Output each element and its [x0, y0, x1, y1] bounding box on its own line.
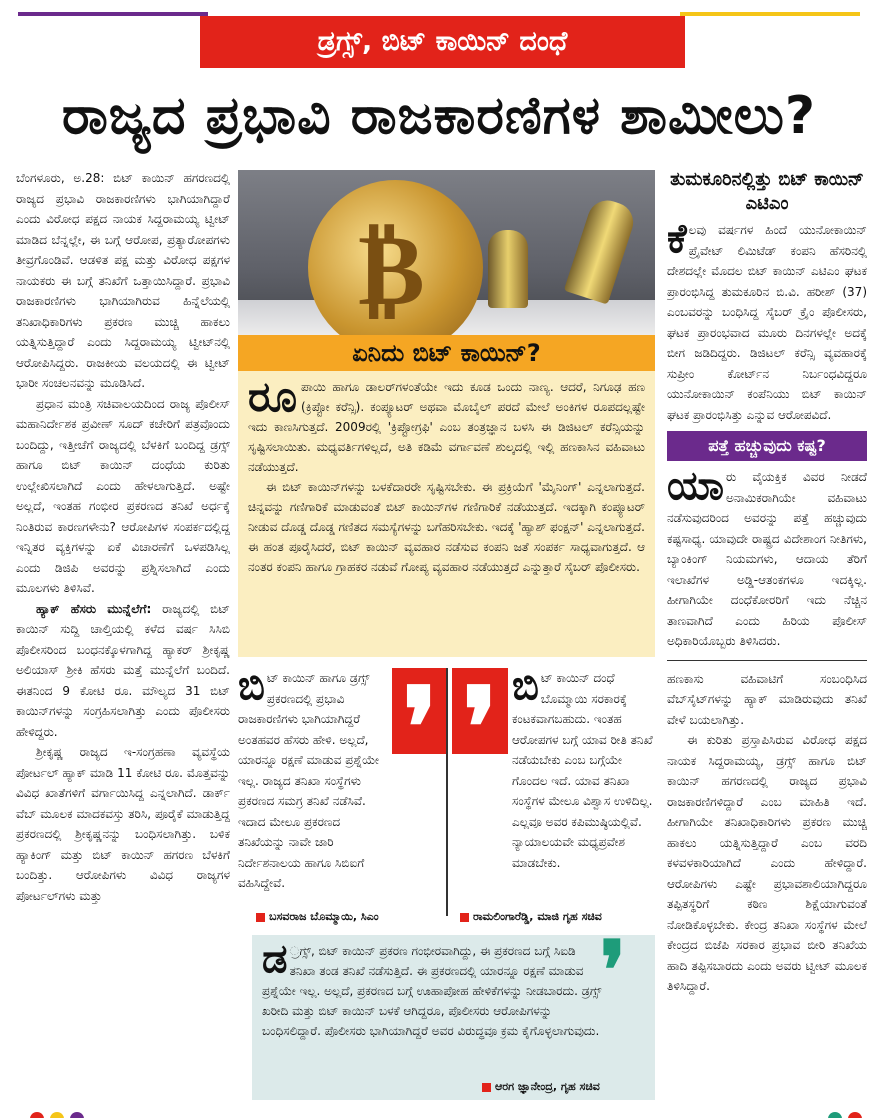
quote-mark-icon: ❜ [600, 923, 626, 1017]
box-heading: ಏನಿದು ಬಿಟ್ ಕಾಯಿನ್? [238, 335, 655, 371]
box-para-1-text: ಪಾಯಿ ಹಾಗೂ ಡಾಲರ್‌ಗಳಂತೆಯೇ ಇದು ಕೂಡ ಒಂದು ನಾಣ್ಯ. ಆದರೆ, ನಿಗೂಢ ಹಣ (ಕ್ರಿಪ್ಟೋ ಕರೆನ್ಸಿ). ಕಂಪ್ಯೂಟರ್ ಅಥವಾ ಮೊಬೈಲ್ ಪರದೆ ಮೇಲೆ ಅಂಕಿಗಳ ರೂಪದಲ್ಲಷ್ಟೇ ಇದು ಕಾಣಸಿಗುತ್ತದೆ. 2009ರಲ್ಲಿ 'ಕ್ರಿಪ್ಟೋಗ್ರಫಿ' ಎಂಬ ತಂತ್ರಜ್ಞಾನ ಬಳಸಿ ಈ ಡಿಜಿಟಲ್ ಕರೆನ್ಸಿಯನ್ನು ಸೃಷ್ಟಿಸಲಾಯಿತು. ಮಧ್ಯವರ್ತಿಗಳಿಲ್ಲದೆ, ಅತಿ ಕಡಿಮೆ ವರ್ಗಾವಣೆ ಶುಲ್ಕದಲ್ಲಿ ಇಲ್ಲಿ ಹಣಕಾಸಿನ ವಹಿವಾಟು ನಡೆಯುತ್ತದೆ. [248, 380, 645, 474]
right-cap-1: ಕೆ [667, 216, 687, 262]
left-para-1: ಬೆಂಗಳೂರು, ಅ.28: ಬಿಟ್ ಕಾಯಿನ್ ಹಗರಣದಲ್ಲಿ ರಾಜ್ಯದ ಪ್ರಭಾವಿ ರಾಜಕಾರಣಿಗಳು ಭಾಗಿಯಾಗಿದ್ದಾರೆ ಎಂದು ವಿರೋಧ ಪಕ್ಷದ ನಾಯಕ ಸಿದ್ದರಾಮಯ್ಯ ಟ್ವೀಟ್ ಮಾಡಿದ ಬೆನ್ನಲ್ಲೇ, ಈ ಬಗ್ಗೆ ಆರೋಪ, ಪ್ರತ್ಯಾರೋಪಗಳು ತೀವ್ರಗೊಂಡಿವೆ. ಆಡಳಿತ ಪಕ್ಷ ಮತ್ತು ವಿರೋಧ ಪಕ್ಷಗಳ ನಾಯಕರು ಈ ಬಗ್ಗೆ ತನಿಖೆಗೆ ಒತ್ತಾಯಿಸಿದ್ದಾರೆ. ಪ್ರಭಾವಿ ರಾಜಕಾರಣಿಗಳು ಭಾಗಿಯಾಗಿರುವ ಹಿನ್ನೆಲೆಯಲ್ಲಿ ತನಿಖಾಧಿಕಾರಿಗಳು ಪ್ರಕರಣ ಮುಚ್ಚಿ ಹಾಕಲು ಯತ್ನಿಸುತ್ತಿದ್ದಾರೆ ಎಂದು ಸಿದ್ದರಾಮಯ್ಯ ಟ್ವೀಟ್‌ನಲ್ಲಿ ಆರೋಪಿಸಿದ್ದರು. ರಾಜಕೀಯ ವಲಯದಲ್ಲಿ ಈ ಟ್ವೀಟ್ ಭಾರೀ ಸಂಚಲನವನ್ನು ಮೂಡಿಸಿದೆ. [16, 171, 230, 390]
dot-icon [848, 1112, 862, 1118]
quote-mark-icon: ❜ [452, 668, 508, 754]
headline: ರಾಜ್ಯದ ಪ್ರಭಾವಿ ರಾಜಕಾರಣಿಗಳ ಶಾಮೀಲು? [61, 86, 817, 146]
bitcoin-photo [238, 170, 655, 335]
dot-icon [50, 1112, 64, 1118]
left-para-4: ಶ್ರೀಕೃಷ್ಣ ರಾಜ್ಯದ ಇ-ಸಂಗ್ರಹಣಾ ವ್ಯವಸ್ಥೆಯ ಪೋರ್ಟಲ್ ಹ್ಯಾಕ್ ಮಾಡಿ 11 ಕೋಟಿ ರೂ. ಮೊತ್ತವನ್ನು ವಿವಿಧ ಖಾತೆಗಳಿಗೆ ವರ್ಗಾಯಿಸಿದ್ದ ಎನ್ನಲಾಗಿದೆ. ಡಾರ್ಕ್ ವೆಬ್ ಮೂಲಕ ಮಾದಕವಸ್ತು ತರಿಸಿ, ಪೂರೈಕೆ ಮಾಡುತ್ತಿದ್ದ ಪ್ರಕರಣದಲ್ಲಿ ಶ್ರೀಕೃಷ್ಣನನ್ನು ಬಂಧಿಸಲಾಗಿತ್ತು. ಬಳಿಕ ಹ್ಯಾಕಿಂಗ್ ಮತ್ತು ಬಿಟ್ ಕಾಯಿನ್ ಹಗರಣ ಬೆಳಕಿಗೆ ಬಂದಿತ್ತು. ಆರೋಪಿಗಳು ವಿವಿಧ ರಾಜ್ಯಗಳ ಪೋರ್ಟಲ್‌ಗಳು ಮತ್ತು [16, 745, 230, 903]
quote-mark-icon: ❜ [392, 668, 448, 754]
what-is-bitcoin-box [238, 335, 655, 657]
left-para-3-body: ರಾಜ್ಯದಲ್ಲಿ ಬಿಟ್ ಕಾಯಿನ್ ಸುದ್ದಿ ಚಾಲ್ತಿಯಲ್ಲಿ ಕಳೆದ ವರ್ಷ ಸಿಸಿಬಿ ಪೊಲೀಸರಿಂದ ಬಂಧನಕ್ಕೊಳಗಾಗಿದ್ದ ಹ್ಯಾಕರ್ ಶ್ರೀಕೃಷ್ಣ ಅಲಿಯಾಸ್ ಶ್ರೀಕಿ ಹೆಸರು ಮತ್ತೆ ಮುನ್ನೆಲೆಗೆ ಬಂದಿದೆ. ಈತನಿಂದ 9 ಕೋಟಿ ರೂ. ಮೌಲ್ಯದ 31 ಬಿಟ್ ಕಾಯಿನ್‌ಗಳನ್ನು ಸಂಗ್ರಹಿಸಲಾಗಿತ್ತು ಎಂದು ಪೊಲೀಸರು ಹೇಳಿದ್ದರು. [16, 601, 230, 739]
red-square-icon [460, 913, 469, 922]
quote-home-minister [252, 935, 655, 1100]
bullet-icon [564, 195, 639, 304]
bitcoin-coin-icon [308, 180, 483, 335]
quote-cm-attribution [256, 910, 379, 924]
quote-fm-cap: ಬಿ [512, 663, 539, 709]
right-column [667, 168, 867, 1118]
divider [667, 660, 867, 661]
dot-icon [30, 1112, 44, 1118]
left-para-2: ಪ್ರಧಾನ ಮಂತ್ರಿ ಸಚಿವಾಲಯದಿಂದ ರಾಜ್ಯ ಪೊಲೀಸ್ ಮಹಾನಿರ್ದೇಶಕ ಪ್ರವೀಣ್ ಸೂದ್ ಕಚೇರಿಗೆ ಪತ್ರವೊಂದು ಬಂದಿದ್ದು, ಇತ್ತೀಚೆಗೆ ರಾಜ್ಯದಲ್ಲಿ ಬೆಳಕಿಗೆ ಬಂದಿದ್ದ ಡ್ರಗ್ಸ್ ಹಾಗೂ ಬಿಟ್ ಕಾಯಿನ್ ದಂಧೆಯ ಕುರಿತು ಉಲ್ಲೇಖಿಸಲಾಗಿದೆ ಎಂದು ಹೇಳಲಾಗುತ್ತಿದೆ. ಅಷ್ಟೇ ಅಲ್ಲದೆ, ಇಂತಹ ಗಂಭೀರ ಪ್ರಕರಣದ ತನಿಖೆ ಅರ್ಧಕ್ಕೆ ನಿಂತಿರುವ ಕಾರಣಗಳೇನು? ಆರೋಪಿಗಳ ಸಂಪರ್ಕದಲ್ಲಿದ್ದ ಇನ್ನಿತರ ವ್ಯಕ್ತಿಗಳನ್ನು ಏಕೆ ವಿಚಾರಣೆಗೆ ಒಳಪಡಿಸಿಲ್ಲ ಎಂದು ಡಿಜಿಪಿ ಅವರನ್ನು ಪ್ರಶ್ನಿಸಲಾಗಿದೆ ಎಂದು ಮೂಲಗಳು ತಿಳಿಸಿವೆ. [16, 396, 230, 595]
box-para-1 [248, 372, 645, 477]
quote-fm-body: ಟ್ ಕಾಯಿನ್ ದಂಧೆ ಬೊಮ್ಮಾಯಿ ಸರಕಾರಕ್ಕೆ ಕಂಟಕವಾಗಬಹುದು. ಇಂತಹ ಆರೋಪಗಳ ಬಗ್ಗೆ ಯಾವ ರೀತಿ ತನಿಖೆ ನಡೆಯಬೇಕು ಎಂಬ ಬಗ್ಗೆಯೇ ಗೊಂದಲ ಇದೆ. ಯಾವ ತನಿಖಾ ಸಂಸ್ಥೆಗಳ ಮೇಲೂ ವಿಶ್ವಾಸ ಉಳಿದಿಲ್ಲ. ಎಲ್ಲವೂ ಅವರ ಕಪಿಮುಷ್ಠಿಯಲ್ಲಿವೆ. ನ್ಯಾಯಾಲಯವೇ ಮಧ್ಯಪ್ರವೇಶ ಮಾಡಬೇಕು. [512, 671, 653, 870]
hard-to-trace-box: ಪತ್ತೆ ಹಚ್ಚುವುದು ಕಷ್ಟ? [667, 431, 867, 461]
quote-hm-text [262, 936, 645, 1041]
box-body [238, 371, 655, 577]
right-para-2 [667, 463, 867, 652]
kicker-banner: ಡ್ರಗ್ಸ್, ಬಿಟ್ ಕಾಯಿನ್ ದಂಧೆ [200, 16, 685, 68]
divider [446, 668, 448, 916]
left-para-3 [16, 599, 230, 743]
quote-hm-attribution [482, 1080, 600, 1094]
dot-icon [70, 1112, 84, 1118]
quote-fm-attrib-text: ರಾಮಲಿಂಗಾರೆಡ್ಡಿ, ಮಾಜಿ ಗೃಹ ಸಚಿವ [473, 910, 602, 923]
right-para-1 [667, 216, 867, 425]
quote-hm-cap: ಡ [262, 936, 288, 982]
red-square-icon [482, 1083, 491, 1092]
quote-hm-body: ್ರಗ್ಸ್, ಬಿಟ್ ಕಾಯಿನ್ ಪ್ರಕರಣ ಗಂಭೀರವಾಗಿದ್ದು, ಈ ಪ್ರಕರಣದ ಬಗ್ಗೆ ಸಿಐಡಿ ತನಿಖಾ ತಂಡ ತನಿಖೆ ನಡೆಸುತ್ತಿದೆ. ಈ ಪ್ರಕರಣದಲ್ಲಿ ಯಾರನ್ನೂ ರಕ್ಷಣೆ ಮಾಡುವ ಪ್ರಶ್ನೆಯೇ ಇಲ್ಲ. ಅಲ್ಲದೆ, ಪ್ರಕರಣದ ಬಗ್ಗೆ ಊಹಾಪೋಹ ಹೇಳಿಕೆಗಳನ್ನು ನೀಡಬಾರದು. ಡ್ರಗ್ಸ್ ಖರೀದಿ ಮತ್ತು ಬಿಟ್ ಕಾಯಿನ್ ಬಳಕೆ ಆಗಿದ್ದರೂ, ಪೊಲೀಸರು ಆರೋಪಿಗಳನ್ನು ಬಂಧಿಸಲಿದ್ದಾರೆ. ಪೊಲೀಸರು ಭಾಗಿಯಾಗಿದ್ದರೆ ಅವರ ವಿರುದ್ಧವೂ ಕ್ರಮ ಕೈಗೊಳ್ಳಲಾಗುವುದು. [262, 944, 602, 1038]
right-para-1-text: ಲವು ವರ್ಷಗಳ ಹಿಂದೆ ಯುನೋಕಾಯಿನ್ ಪ್ರೈವೇಟ್ ಲಿಮಿಟೆಡ್ ಕಂಪನಿ ಹೆಸರಿನಲ್ಲಿ ದೇಶದಲ್ಲೇ ಮೊದಲ ಬಿಟ್ ಕಾಯಿನ್ ಎಟಿಎಂ ಘಟಕ ಪ್ರಾರಂಭಿಸಿದ್ದ ತುಮಕೂರಿನ ಬಿ.ವಿ. ಹರೀಶ್ (37) ಎಂಬವರನ್ನು ಬಂಧಿಸಿದ್ದ ಸೈಬರ್ ಕ್ರೈಂ ಪೊಲೀಸರು, ಘಟಕ ಪ್ರಾರಂಭವಾದ ಮೂರು ದಿನಗಳಲ್ಲೇ ಅದಕ್ಕೆ ಬೀಗ ಜಡಿದಿದ್ದರು. ಡಿಜಿಟಲ್ ಕರೆನ್ಸಿ ವ್ಯವಹಾರಕ್ಕೆ ಸುಪ್ರೀಂ ಕೋರ್ಟ್‌ನ ನಿರ್ಬಂಧವಿದ್ದರೂ ಯುನೋಕಾಯಿನ್ ಕಂಪೆನಿಯು ಬಿಟ್ ಕಾಯಿನ್ ಘಟಕ ಪ್ರಾರಂಭಿಸಿತ್ತು ಎನ್ನುವ ಆರೋಪವಿದೆ. [667, 223, 867, 422]
quote-former-minister [452, 663, 655, 918]
tumakuru-heading: ತುಮಕೂರಿನಲ್ಲಿತ್ತು ಬಿಟ್ ಕಾಯಿನ್ ಎಟಿಎಂ [670, 169, 864, 214]
top-rule [0, 0, 873, 16]
box-para-2: ಈ ಬಿಟ್ ಕಾಯಿನ್‌ಗಳನ್ನು ಬಳಕೆದಾರರೇ ಸೃಷ್ಟಿಸಬೇಕು. ಈ ಪ್ರಕ್ರಿಯೆಗೆ 'ಮೈನಿಂಗ್' ಎನ್ನಲಾಗುತ್ತದೆ. ಚಿನ್ನವನ್ನು ಗಣಿಗಾರಿಕೆ ಮಾಡುವಂತೆ ಬಿಟ್ ಕಾಯಿನ್‌ಗಳ ಗಣಿಗಾರಿಕೆ ನಡೆಯುತ್ತದೆ. ಇದಕ್ಕಾಗಿ ಕಂಪ್ಯೂಟರ್ ನೀಡುವ ದೊಡ್ಡ ದೊಡ್ಡ ಗಣಿತದ ಸಮಸ್ಯೆಗಳನ್ನು ಬಗೆಹರಿಸಬೇಕು. ಇದಕ್ಕೆ 'ಹ್ಯಾಶ್ ಫಂಕ್ಷನ್' ಎನ್ನಲಾಗುತ್ತದೆ. ಈ ಹಂತ ಪೂರೈಸಿದರೆ, ಬಿಟ್ ಕಾಯಿನ್ ವ್ಯವಹಾರ ನಡೆಸುವ ಕಂಪನಿ ಜತೆ ಸಂಪರ್ಕ ಸಾಧ್ಯವಾಗುತ್ತದೆ. ಆ ನಂತರ ಕಂಪನಿ ಹಾಗೂ ಗ್ರಾಹಕರ ನಡುವೆ ಗೋಪ್ಯ ವ್ಯವಹಾರ ನಡೆಯುತ್ತದೆ ಎನ್ನುತ್ತಾರೆ ಸೈಬರ್ ಪೊಲೀಸರು. [248, 480, 645, 574]
quote-cm-cap: ಬಿ [238, 663, 265, 709]
quote-fm-text [452, 663, 655, 873]
quote-cm-body: ಟ್ ಕಾಯಿನ್ ಹಾಗೂ ಡ್ರಗ್ಸ್ ಪ್ರಕರಣದಲ್ಲಿ ಪ್ರಭಾವಿ ರಾಜಕಾರಣಿಗಳು ಭಾಗಿಯಾಗಿದ್ದರೆ ಅಂತಹವರ ಹೆಸರು ಹೇಳಿ. ಅಲ್ಲದೆ, ಯಾರನ್ನೂ ರಕ್ಷಣೆ ಮಾಡುವ ಪ್ರಶ್ನೆಯೇ ಇಲ್ಲ. ರಾಜ್ಯದ ತನಿಖಾ ಸಂಸ್ಥೆಗಳು ಪ್ರಕರಣದ ಸಮಗ್ರ ತನಿಖೆ ನಡೆಸಿವೆ. ಇದಾದ ಮೇಲೂ ಪ್ರಕರಣದ ತನಿಖೆಯನ್ನು ನಾವೇ ಜಾರಿ ನಿರ್ದೇಶನಾಲಯ ಹಾಗೂ ಸಿಬಿಐಗೆ ವಹಿಸಿದ್ದೇವೆ. [238, 671, 379, 890]
dot-icon [828, 1112, 842, 1118]
dropcap: ರೂ [248, 372, 298, 421]
top-rule-purple [18, 12, 208, 16]
right-para-3: ಹಣಕಾಸು ವಹಿವಾಟಿಗೆ ಸಂಬಂಧಿಸಿದ ವೆಬ್‌ಸೈಟ್‌ಗಳನ್ನು ಹ್ಯಾಕ್ ಮಾಡಿರುವುದು ತನಿಖೆ ವೇಳೆ ಬಯಲಾಗಿತ್ತು. [667, 671, 867, 727]
left-column [16, 168, 230, 1118]
bottom-dots [0, 1110, 873, 1118]
red-square-icon [256, 913, 265, 922]
right-para-4: ಈ ಕುರಿತು ಪ್ರಸ್ತಾಪಿಸಿರುವ ವಿರೋಧ ಪಕ್ಷದ ನಾಯಕ ಸಿದ್ದರಾಮಯ್ಯ, ಡ್ರಗ್ಸ್ ಹಾಗೂ ಬಿಟ್ ಕಾಯಿನ್ ಹಗರಣದಲ್ಲಿ ರಾಜ್ಯದ ಪ್ರಭಾವಿ ರಾಜಕಾರಣಿಗಳಿದ್ದಾರೆ ಎಂಬ ಮಾಹಿತಿ ಇದೆ. ಹೀಗಾಗಿಯೇ ತನಿಖಾಧಿಕಾರಿಗಳು ಪ್ರಕರಣ ಮುಚ್ಚಿ ಹಾಕಲು ಯತ್ನಿಸುತ್ತಿದ್ದಾರೆ ಎಂಬ ವರದಿ ಕಳವಳಕಾರಿಯಾಗಿದೆ ಎಂದು ಹೇಳಿದ್ದಾರೆ. ಆರೋಪಿಗಳು ಎಷ್ಟೇ ಪ್ರಭಾವಶಾಲಿಯಾಗಿದ್ದರೂ ತಪ್ಪಿತಸ್ಥರಿಗೆ ಕಠಿಣ ಶಿಕ್ಷೆಯಾಗುವಂತೆ ನೋಡಿಕೊಳ್ಳಬೇಕು. ಕೇಂದ್ರ ತನಿಖಾ ಸಂಸ್ಥೆಗಳ ಮೇಲೆ ಕೇಂದ್ರದ ಬಿಜೆಪಿ ಸರಕಾರ ಪ್ರಭಾವ ಬೀರಿ ತನಿಖೆಯ ಹಾದಿ ತಪ್ಪಿಸಬಾರದು ಎಂದು ಅವರು ಟ್ವೀಟ್ ಮೂಲಕ ತಿಳಿಸಿದ್ದಾರೆ. [667, 733, 867, 993]
quote-fm-attribution [460, 910, 602, 924]
quote-cm-attrib-text: ಬಸವರಾಜ ಬೊಮ್ಮಾಯಿ, ಸಿಎಂ [269, 910, 379, 923]
right-cap-2: ಯಾ [667, 463, 724, 509]
bullet-icon [488, 230, 528, 308]
quote-hm-attrib-text: ಆರಗ ಜ್ಞಾನೇಂದ್ರ, ಗೃಹ ಸಚಿವ [495, 1080, 600, 1093]
right-para-2-text: ರು ವೈಯಕ್ತಿಕ ವಿವರ ನೀಡದೆ ಅನಾಮಿಕರಾಗಿಯೇ ವಹಿವಾಟು ನಡೆಸುವುದರಿಂದ ಅವರನ್ನು ಪತ್ತೆ ಹಚ್ಚುವುದು ಕಷ್ಟಸಾಧ್ಯ. ಯಾವುದೇ ರಾಷ್ಟ್ರದ ವಿದೇಶಾಂಗ ನೀತಿಗಳು, ಬ್ಯಾಂಕಿಂಗ್ ನಿಯಮಗಳು, ಆದಾಯ ತೆರಿಗೆ ಇಲಾಖೆಗಳ ಅಡ್ಡಿ-ಆತಂಕಗಳೂ ಇದಕ್ಕಿಲ್ಲ. ಹೀಗಾಗಿಯೇ ದಂಧೆಕೋರರಿಗೆ ಇದು ನೆಚ್ಚಿನ ತಾಣವಾಗಿದೆ ಎಂದು ಹಿರಿಯ ಪೊಲೀಸ್ ಅಧಿಕಾರಿಯೊಬ್ಬರು ತಿಳಿಸಿದರು. [667, 470, 867, 648]
top-rule-yellow [680, 12, 860, 16]
left-para-3-lead: ಹ್ಯಾಕ್ ಹೆಸರು ಮುನ್ನೆಲೆಗೆ: [36, 601, 152, 616]
bitcoin-symbol-icon: ₿ [358, 210, 425, 328]
